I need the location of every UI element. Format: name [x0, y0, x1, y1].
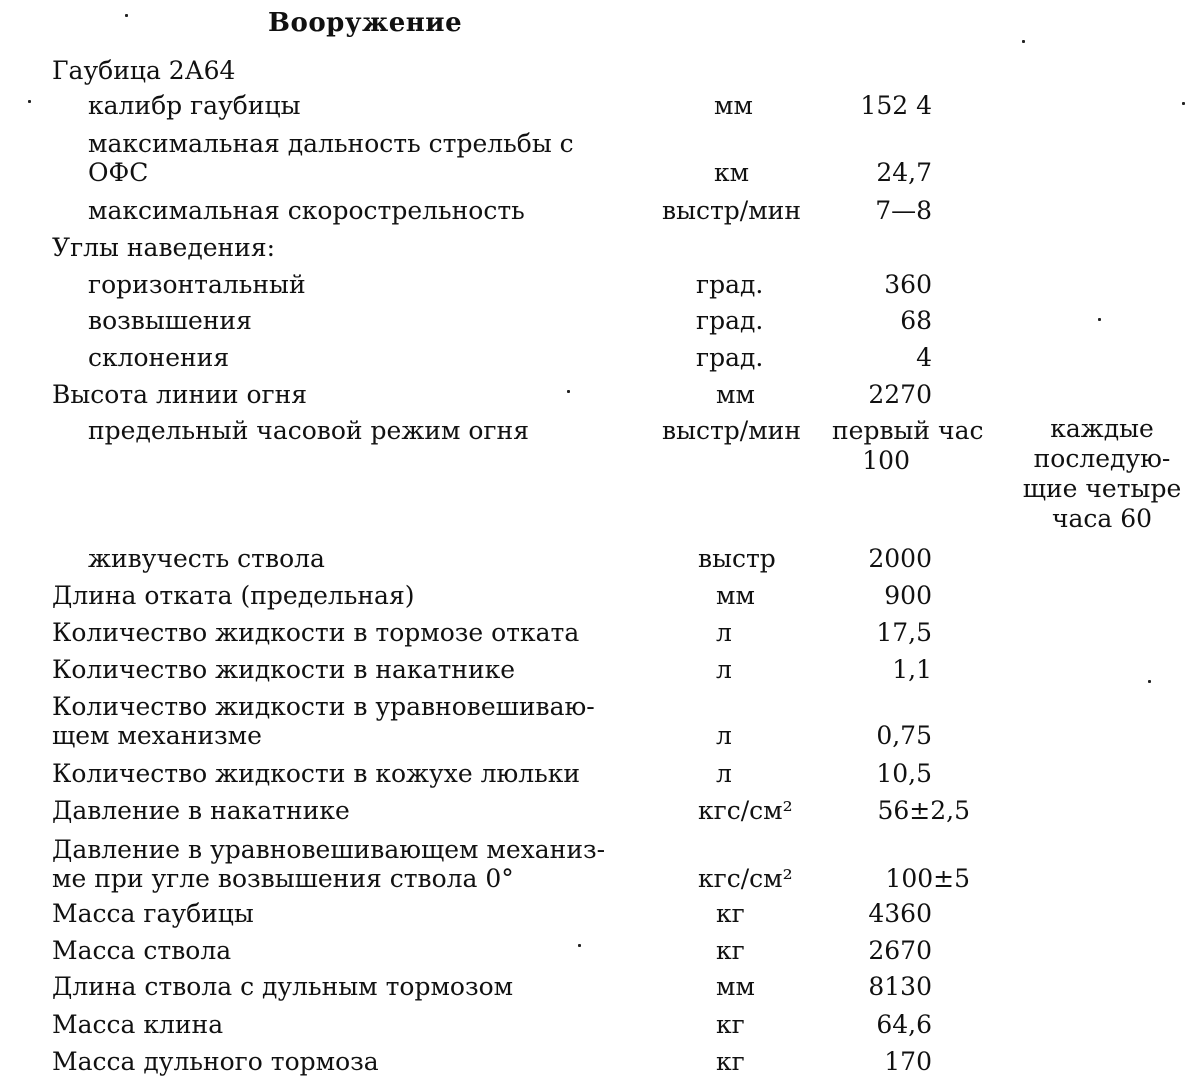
scan-speck — [1022, 40, 1025, 43]
spec-value: 56±2,5 — [877, 796, 970, 825]
spec-row — [0, 618, 1200, 652]
spec-value: 2000 — [868, 544, 932, 573]
spec-value: 2270 — [868, 380, 932, 409]
spec-unit: км — [714, 158, 750, 187]
spec-value: 24,7 — [876, 158, 932, 187]
spec-value: 900 — [884, 581, 932, 610]
spec-label: Масса клина — [52, 1010, 224, 1039]
spec-unit: кг — [716, 1047, 745, 1076]
spec-label: максимальная скорострельность — [88, 196, 525, 225]
spec-label: Давление в накатнике — [52, 796, 350, 825]
spec-unit: кг — [716, 1010, 745, 1039]
spec-value-continued: 100 — [862, 446, 910, 475]
spec-row — [0, 972, 1200, 1006]
spec-label: Количество жидкости в накатнике — [52, 655, 516, 684]
spec-label: возвышения — [88, 306, 252, 335]
spec-row — [0, 270, 1200, 304]
spec-unit: град. — [696, 343, 764, 372]
spec-value: 4360 — [868, 899, 932, 928]
spec-label: предельный часовой режим огня — [88, 416, 529, 445]
spec-label: Масса ствола — [52, 936, 232, 965]
spec-value: 4 — [916, 343, 932, 372]
spec-row — [0, 233, 1200, 267]
spec-label: Количество жидкости в уравновешиваю- — [52, 692, 595, 721]
note-line: каждые — [1050, 414, 1154, 443]
spec-label: Количество жидкости в тормозе отката — [52, 618, 580, 647]
spec-label-continued: ОФС — [88, 158, 149, 187]
spec-row — [0, 196, 1200, 230]
spec-unit: мм — [716, 380, 755, 409]
spec-unit: кг — [716, 936, 745, 965]
spec-row — [0, 306, 1200, 340]
spec-value: 17,5 — [876, 618, 932, 647]
spec-value: 152 4 — [860, 91, 932, 120]
spec-unit: выстр/мин — [662, 196, 802, 225]
spec-unit: кгс/см² — [698, 864, 793, 893]
spec-label: Количество жидкости в кожухе люльки — [52, 759, 581, 788]
spec-row — [0, 655, 1200, 689]
spec-label: Длина ствола с дульным тормозом — [52, 972, 514, 1001]
spec-value: 10,5 — [876, 759, 932, 788]
spec-unit: л — [716, 759, 732, 788]
spec-value: 100±5 — [885, 864, 970, 893]
spec-label: Высота линии огня — [52, 380, 308, 409]
spec-unit: л — [716, 655, 732, 684]
spec-value: 2670 — [868, 936, 932, 965]
spec-unit: град. — [696, 306, 764, 335]
scan-speck — [1148, 680, 1151, 683]
note-line: щие четыре — [1022, 474, 1182, 503]
spec-unit: мм — [716, 581, 755, 610]
spec-value: 170 — [884, 1047, 932, 1076]
note-line: часа 60 — [1051, 504, 1153, 533]
spec-row — [0, 343, 1200, 377]
spec-unit: выстр — [698, 544, 776, 573]
spec-row-continued — [0, 158, 1200, 192]
section-title: Вооружение — [268, 8, 463, 38]
spec-value: 8130 — [868, 972, 932, 1001]
spec-label: калибр гаубицы — [88, 91, 301, 120]
scan-speck — [1182, 102, 1185, 105]
spec-unit: л — [716, 721, 732, 750]
scan-speck — [578, 944, 581, 947]
spec-row — [0, 1010, 1200, 1044]
spec-value: 0,75 — [876, 721, 932, 750]
spec-unit: мм — [716, 972, 755, 1001]
spec-label: Гаубица 2А64 — [52, 56, 236, 85]
spec-label: Длина отката (предельная) — [52, 581, 415, 610]
spec-value: первый час — [832, 416, 984, 445]
spec-unit: град. — [696, 270, 764, 299]
spec-label: Масса дульного тормоза — [52, 1047, 379, 1076]
spec-unit: мм — [714, 91, 753, 120]
spec-row — [0, 544, 1200, 578]
spec-unit: кг — [716, 899, 745, 928]
spec-row — [0, 91, 1200, 125]
spec-row-continued — [0, 721, 1200, 755]
fire-mode-note — [1004, 414, 1200, 534]
scan-speck — [1098, 318, 1101, 321]
spec-value: 68 — [900, 306, 932, 335]
spec-value: 360 — [884, 270, 932, 299]
spec-label-continued: щем механизме — [52, 721, 262, 750]
spec-unit: выстр/мин — [662, 416, 802, 445]
note-line: последую- — [1033, 444, 1171, 473]
spec-row — [0, 380, 1200, 414]
spec-value: 7—8 — [875, 196, 932, 225]
spec-label: склонения — [88, 343, 230, 372]
spec-row — [0, 936, 1200, 970]
spec-label: Углы наведения: — [52, 233, 276, 262]
spec-row — [0, 56, 1200, 90]
spec-row-continued — [0, 864, 1200, 898]
spec-value: 64,6 — [876, 1010, 932, 1039]
scan-speck — [125, 14, 128, 17]
spec-row — [0, 899, 1200, 933]
spec-row — [0, 759, 1200, 793]
spec-unit: кгс/см² — [698, 796, 793, 825]
spec-label: горизонтальный — [88, 270, 306, 299]
spec-row — [0, 1047, 1200, 1081]
spec-value: 1,1 — [892, 655, 932, 684]
spec-row — [0, 581, 1200, 615]
scan-speck — [28, 100, 31, 103]
scan-speck — [567, 390, 570, 393]
spec-row — [0, 796, 1200, 830]
spec-label: максимальная дальность стрельбы с — [88, 129, 574, 158]
spec-label: Масса гаубицы — [52, 899, 254, 928]
spec-label-continued: ме при угле возвышения ствола 0° — [52, 864, 514, 893]
spec-label: Давление в уравновешивающем механиз- — [52, 835, 606, 864]
spec-unit: л — [716, 618, 732, 647]
spec-label: живучесть ствола — [88, 544, 325, 573]
